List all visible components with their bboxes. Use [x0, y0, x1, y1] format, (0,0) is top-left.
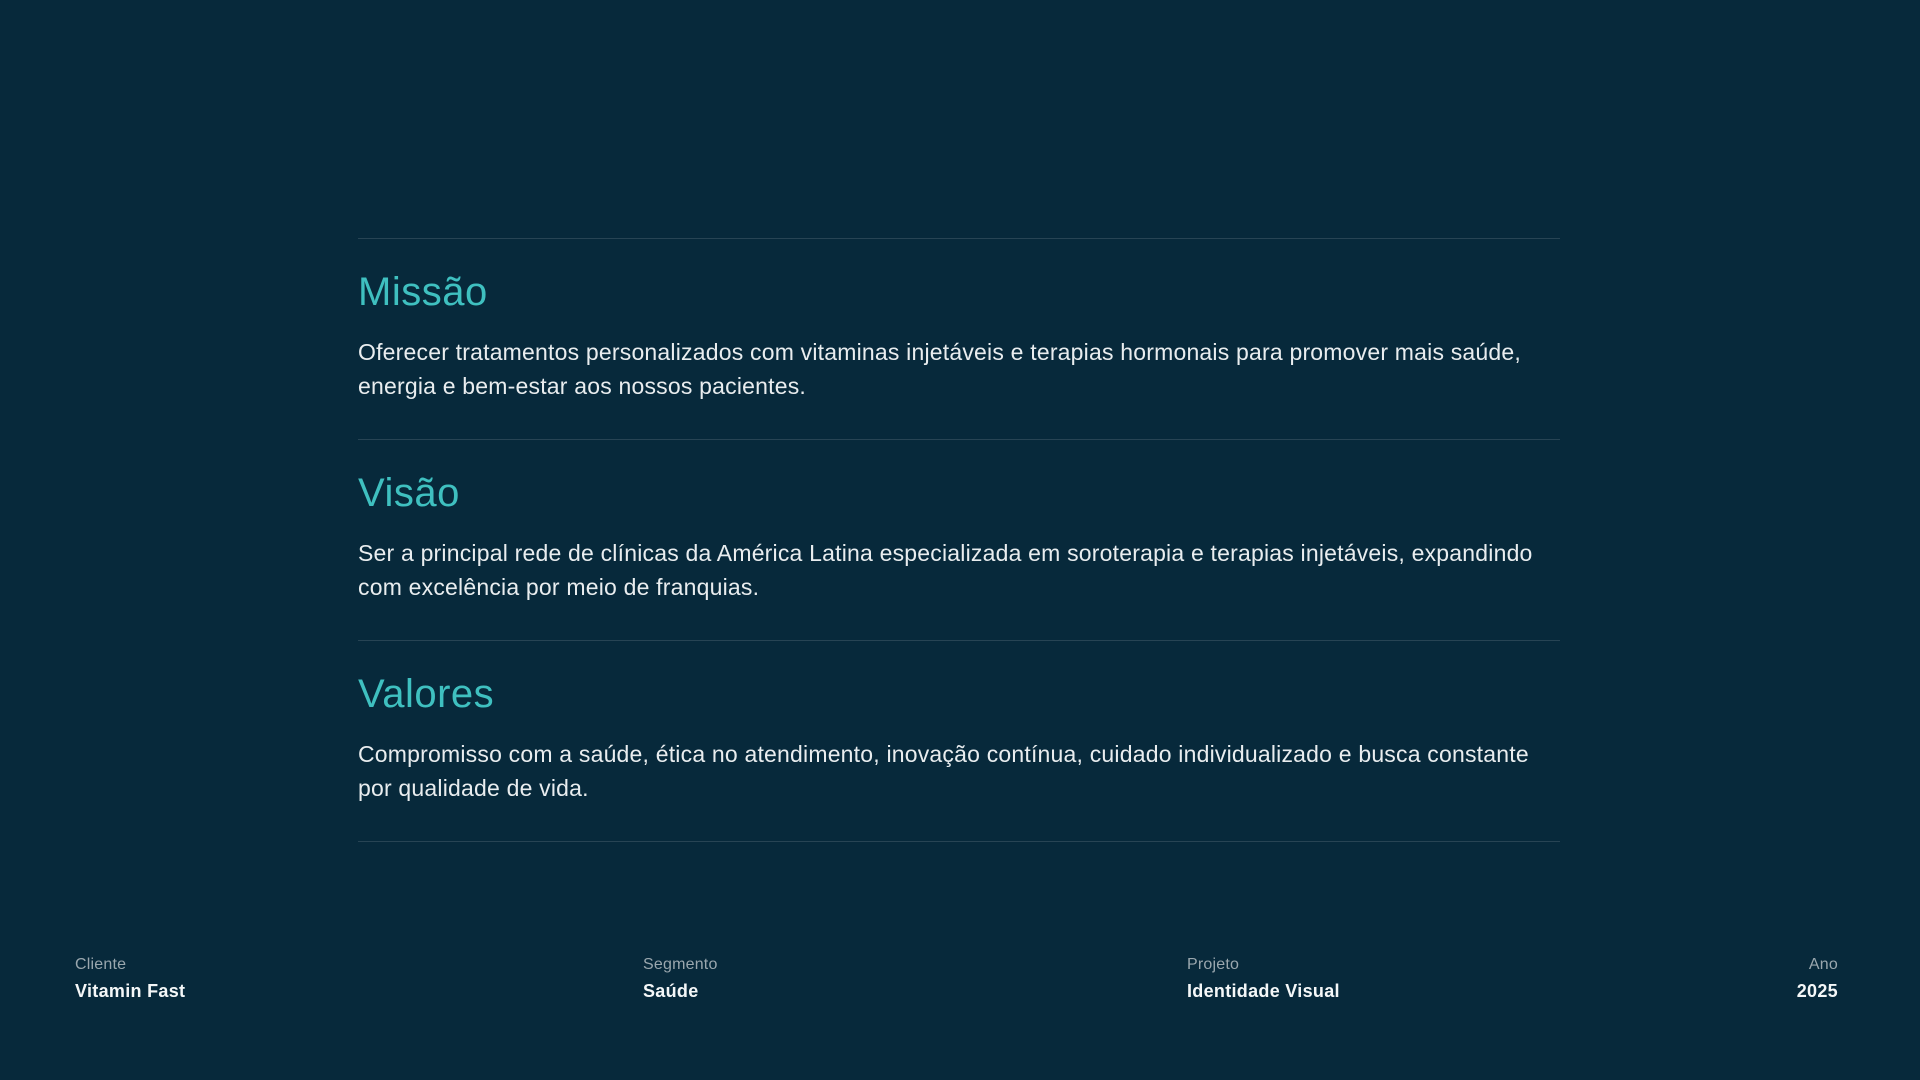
footer-item-ano	[1797, 956, 1838, 1002]
section-title-visao: Visão	[358, 471, 460, 515]
section-valores	[358, 640, 1560, 841]
mission-vision-values-panel	[358, 238, 1560, 842]
footer-item-cliente	[75, 956, 643, 1002]
footer-label-segmento: Segmento	[643, 956, 718, 973]
footer-label-ano: Ano	[1808, 956, 1838, 973]
section-body-missao: Oferecer tratamentos personalizados com vitaminas injetáveis e terapias hormonais para promover mais saúde, energia e bem-estar aos nossos pacientes.	[358, 339, 1521, 399]
footer-label-projeto: Projeto	[1187, 956, 1240, 973]
footer-value-cliente: Vitamin Fast	[75, 981, 186, 1001]
section-missao	[358, 238, 1560, 439]
section-title-missao: Missão	[358, 270, 488, 314]
footer-value-ano: 2025	[1796, 981, 1838, 1001]
footer-item-segmento	[643, 956, 1187, 1002]
footer-value-projeto: Identidade Visual	[1187, 981, 1340, 1001]
footer-label-cliente: Cliente	[75, 956, 127, 973]
project-meta-footer	[75, 956, 1838, 1002]
footer-value-segmento: Saúde	[643, 981, 699, 1001]
section-visao	[358, 439, 1560, 640]
footer-item-projeto	[1187, 956, 1797, 1002]
section-body-valores: Compromisso com a saúde, ética no atendimento, inovação contínua, cuidado individualizado e busca constante por qualidade de vida.	[358, 741, 1529, 801]
section-body-visao: Ser a principal rede de clínicas da América Latina especializada em soroterapia e terapias injetáveis, expandindo com excelência por meio de franquias.	[358, 540, 1533, 600]
section-title-valores: Valores	[358, 672, 495, 716]
